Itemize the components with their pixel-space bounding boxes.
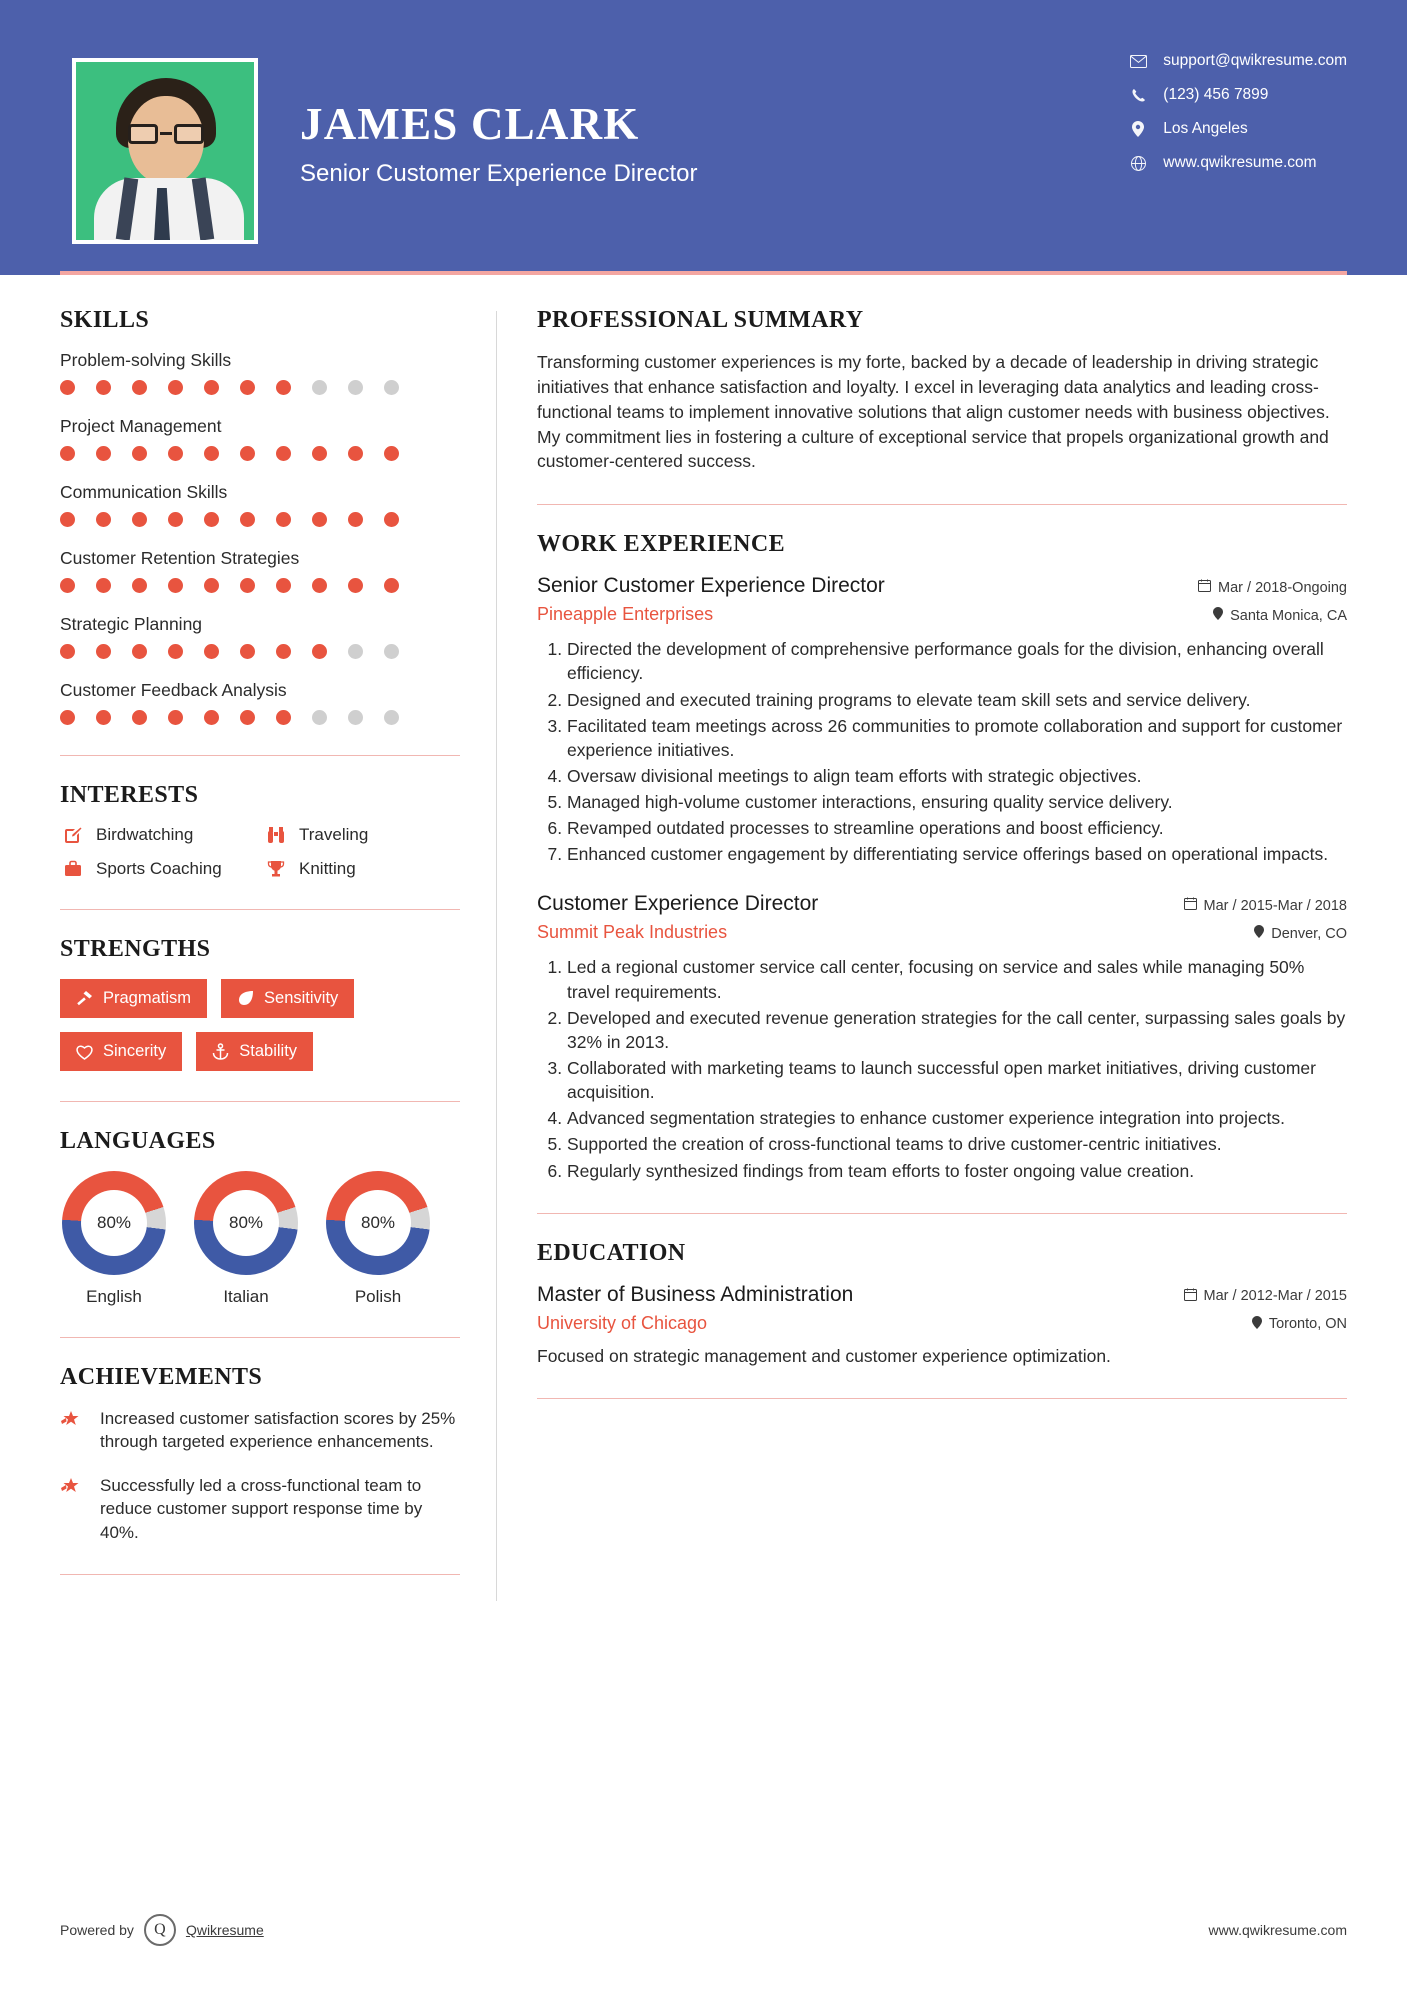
interest-item — [60, 825, 257, 845]
language-donut-chart — [326, 1171, 430, 1275]
interest-label: Traveling — [299, 825, 369, 844]
job-company: Pineapple Enterprises — [537, 604, 714, 625]
powered-by-label: Powered by — [60, 1922, 134, 1938]
right-column — [497, 307, 1347, 1601]
skill-item — [60, 614, 460, 659]
envelope-icon — [1125, 55, 1151, 68]
interest-label: Sports Coaching — [96, 859, 222, 878]
job-bullet: 1. Led a regional customer service call center, focusing on service and sales while managing 50% travel requirements. — [567, 955, 1347, 1003]
language-item — [192, 1171, 300, 1307]
job-location — [1213, 607, 1347, 624]
job-bullet: 2. Designed and executed training programs to elevate team skill sets and service delivery. — [567, 688, 1347, 712]
job-bullet: 6. Revamped outdated processes to streamline operations and boost efficiency. — [567, 816, 1347, 840]
contact-location — [1125, 120, 1347, 138]
language-percent: 80% — [345, 1190, 411, 1256]
language-label: English — [86, 1287, 142, 1306]
binoculars-icon — [263, 826, 289, 844]
location-pin-icon — [1125, 121, 1151, 137]
left-column — [60, 307, 496, 1601]
anchor-icon — [212, 1043, 229, 1060]
education-heading: EDUCATION — [537, 1239, 686, 1266]
strength-chip — [60, 1032, 182, 1071]
job-bullet: 3. Collaborated with marketing teams to launch successful open market initiatives, driving customer acquisition. — [567, 1056, 1347, 1104]
job-bullets — [537, 637, 1347, 866]
header-accent-bar — [60, 271, 1347, 275]
candidate-name: JAMES CLARK — [300, 99, 640, 149]
summary-heading: PROFESSIONAL SUMMARY — [537, 307, 864, 333]
interest-label: Birdwatching — [96, 825, 194, 844]
job-location-value: Santa Monica, CA — [1230, 607, 1347, 624]
calendar-icon — [1198, 579, 1211, 596]
skill-item — [60, 482, 460, 527]
trophy-icon — [263, 860, 289, 878]
language-percent: 80% — [81, 1190, 147, 1256]
skill-label: Strategic Planning — [60, 614, 203, 634]
divider — [60, 1101, 460, 1102]
strength-label: Stability — [239, 1042, 298, 1060]
work-experience-heading: WORK EXPERIENCE — [537, 531, 786, 558]
contact-email — [1125, 52, 1347, 70]
language-label: Italian — [223, 1287, 269, 1306]
skill-rating — [60, 512, 460, 527]
interest-item — [60, 859, 257, 879]
strengths-heading: STRENGTHS — [60, 936, 211, 962]
contact-website-value: www.qwikresume.com — [1163, 154, 1317, 171]
education-dates — [1184, 1288, 1347, 1305]
divider — [60, 755, 460, 756]
job-entry — [537, 892, 1347, 1182]
education-description: Focused on strategic management and customer experience optimization. — [537, 1345, 1111, 1366]
skill-rating — [60, 710, 460, 725]
summary-text: Transforming customer experiences is my forte, backed by a decade of leadership in driving strategic initiatives that enhance satisfaction and loyalty. I excel in leveraging data analytics and leading cross-functional teams to implement innovative solutions that align customer needs with business objectives. My commitment lies in fostering a culture of exceptional service that propels organizational growth and customer-centered success. — [537, 352, 1330, 472]
divider — [60, 909, 460, 910]
resume-body — [0, 275, 1407, 1601]
skill-item — [60, 416, 460, 461]
divider — [537, 1213, 1347, 1214]
language-donut-chart — [194, 1171, 298, 1275]
skill-label: Problem-solving Skills — [60, 350, 232, 370]
contact-email-value: support@qwikresume.com — [1163, 52, 1347, 69]
star-badge-icon — [60, 1474, 90, 1544]
language-percent: 80% — [213, 1190, 279, 1256]
job-dates — [1198, 579, 1347, 596]
contact-phone — [1125, 86, 1347, 104]
qwikresume-link[interactable]: Qwikresume — [185, 1922, 264, 1938]
contact-location-value: Los Angeles — [1163, 120, 1248, 137]
skill-label: Project Management — [60, 416, 222, 436]
candidate-job-title: Senior Customer Experience Director — [300, 159, 698, 187]
job-bullet: 3. Facilitated team meetings across 26 communities to promote collaboration and support for customer experience initiatives. — [567, 714, 1347, 762]
qwikresume-logo-icon: Q — [144, 1914, 176, 1946]
job-bullet: 4. Oversaw divisional meetings to align team efforts with strategic objectives. — [567, 764, 1347, 788]
divider — [60, 1337, 460, 1338]
interests-list — [60, 825, 460, 879]
footer-website: www.qwikresume.com — [1208, 1922, 1347, 1938]
job-location-value: Denver, CO — [1271, 925, 1347, 942]
job-dates — [1184, 897, 1347, 914]
strength-label: Pragmatism — [103, 989, 192, 1007]
strengths-list — [60, 979, 460, 1071]
education-entry — [537, 1283, 1347, 1369]
job-bullet: 6. Regularly synthesized findings from team efforts to foster ongoing value creation. — [567, 1159, 1347, 1183]
skill-item — [60, 350, 460, 395]
page-footer — [60, 1914, 1347, 1946]
language-label: Polish — [354, 1287, 402, 1306]
job-bullet: 5. Managed high-volume customer interactions, ensuring quality service delivery. — [567, 790, 1347, 814]
job-bullets — [537, 955, 1347, 1182]
strength-chip — [60, 979, 207, 1018]
language-item — [324, 1171, 432, 1307]
job-entry — [537, 574, 1347, 866]
job-role: Senior Customer Experience Director — [537, 574, 885, 598]
interest-label: Knitting — [299, 859, 356, 878]
contact-list — [1125, 52, 1347, 188]
divider — [60, 1574, 460, 1575]
divider — [537, 504, 1347, 505]
interests-heading: INTERESTS — [60, 782, 199, 808]
job-bullet: 2. Developed and executed revenue generation strategies for the call center, surpassing sales goals by 32% in 2013. — [567, 1006, 1347, 1054]
interest-item — [263, 825, 460, 845]
location-pin-icon — [1254, 925, 1264, 942]
location-pin-icon — [1252, 1316, 1262, 1333]
skill-rating — [60, 446, 460, 461]
achievement-text: Increased customer satisfaction scores by 25% through targeted experience enhancements. — [100, 1409, 456, 1452]
leaf-icon — [237, 990, 254, 1007]
job-company: Summit Peak Industries — [537, 922, 728, 943]
job-bullet: 4. Advanced segmentation strategies to enhance customer experience integration into projects. — [567, 1106, 1347, 1130]
skill-item — [60, 680, 460, 725]
education-degree: Master of Business Administration — [537, 1282, 854, 1306]
location-pin-icon — [1213, 607, 1223, 624]
globe-icon — [1125, 156, 1151, 171]
skill-rating — [60, 644, 460, 659]
education-dates-value: Mar / 2012-Mar / 2015 — [1203, 1288, 1347, 1305]
phone-icon — [1125, 88, 1151, 103]
achievements-heading: ACHIEVEMENTS — [60, 1364, 263, 1390]
skill-item — [60, 548, 460, 593]
divider — [537, 1398, 1347, 1399]
strength-label: Sensitivity — [264, 989, 339, 1007]
languages-list — [60, 1171, 460, 1307]
education-school: University of Chicago — [537, 1312, 708, 1333]
job-dates-value: Mar / 2015-Mar / 2018 — [1203, 897, 1347, 914]
avatar — [72, 58, 258, 244]
hammer-icon — [76, 990, 93, 1007]
job-bullet: 7. Enhanced customer engagement by differentiating service offerings based on operational impacts. — [567, 842, 1347, 866]
contact-website — [1125, 154, 1347, 172]
strength-label: Sincerity — [103, 1042, 167, 1060]
job-bullet: 1. Directed the development of comprehensive performance goals for the division, enhancing overall efficiency. — [567, 637, 1347, 685]
job-dates-value: Mar / 2018-Ongoing — [1218, 579, 1347, 596]
star-badge-icon — [60, 1407, 90, 1454]
resume-header — [0, 0, 1407, 275]
skill-label: Customer Retention Strategies — [60, 548, 300, 568]
briefcase-icon — [60, 860, 86, 878]
calendar-icon — [1184, 897, 1197, 914]
languages-heading: LANGUAGES — [60, 1128, 216, 1154]
interest-item — [263, 859, 460, 879]
contact-phone-value: (123) 456 7899 — [1163, 86, 1269, 103]
job-bullet: 5. Supported the creation of cross-functional teams to drive customer-centric initiatives. — [567, 1132, 1347, 1156]
job-location — [1254, 925, 1347, 942]
skill-label: Communication Skills — [60, 482, 228, 502]
job-role: Customer Experience Director — [537, 892, 819, 916]
skill-rating — [60, 380, 460, 395]
skill-rating — [60, 578, 460, 593]
education-location — [1252, 1316, 1347, 1333]
education-location-value: Toronto, ON — [1268, 1316, 1347, 1333]
strength-chip — [221, 979, 354, 1018]
skill-label: Customer Feedback Analysis — [60, 680, 287, 700]
pen-square-icon — [60, 826, 86, 844]
calendar-icon — [1184, 1288, 1197, 1305]
skills-heading: SKILLS — [60, 307, 150, 333]
language-donut-chart — [62, 1171, 166, 1275]
achievement-text: Successfully led a cross-functional team to reduce customer support response time by 40%. — [100, 1475, 423, 1542]
strength-chip — [196, 1032, 313, 1071]
heart-icon — [76, 1044, 93, 1060]
achievement-item — [60, 1474, 460, 1544]
achievement-item — [60, 1407, 460, 1454]
language-item — [60, 1171, 168, 1307]
